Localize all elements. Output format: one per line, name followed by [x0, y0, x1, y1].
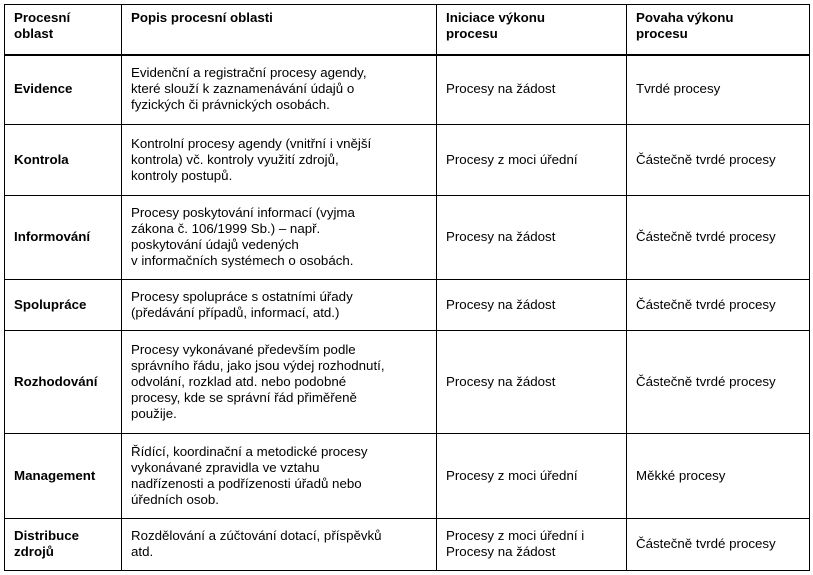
- description-cell: Procesy vykonávané především podle správního řádu, jako jsou výdej rozhodnutí, odvolání, rozklad atd. nebo podobné procesy, kde se správní řád přiměřeně použije.: [122, 331, 437, 434]
- header-process-area: Procesní oblast: [5, 5, 122, 55]
- nature-cell: Částečně tvrdé procesy: [627, 519, 810, 571]
- table-row: [5, 331, 810, 434]
- process-area-cell: Distribuce zdrojů: [5, 519, 122, 571]
- initiation-cell: Procesy z moci úřední: [437, 125, 627, 196]
- nature-cell: Měkké procesy: [627, 434, 810, 519]
- process-areas-table-wrapper: [4, 4, 810, 571]
- process-area-cell: Management: [5, 434, 122, 519]
- process-area-cell: Kontrola: [5, 125, 122, 196]
- nature-cell: Částečně tvrdé procesy: [627, 280, 810, 331]
- initiation-cell: Procesy na žádost: [437, 280, 627, 331]
- process-area-cell: Rozhodování: [5, 331, 122, 434]
- header-description: Popis procesní oblasti: [122, 5, 437, 55]
- nature-cell: Tvrdé procesy: [627, 55, 810, 125]
- header-nature: Povaha výkonu procesu: [627, 5, 810, 55]
- description-cell: Procesy spolupráce s ostatními úřady (předávání případů, informací, atd.): [122, 280, 437, 331]
- description-cell: Rozdělování a zúčtování dotací, příspěvků atd.: [122, 519, 437, 571]
- process-areas-table: [4, 4, 810, 571]
- table-row: [5, 519, 810, 571]
- description-cell: Řídící, koordinační a metodické procesy vykonávané zpravidla ve vztahu nadřízenosti a podřízenosti úřadů nebo úředních osob.: [122, 434, 437, 519]
- table-row: [5, 280, 810, 331]
- initiation-cell: Procesy na žádost: [437, 55, 627, 125]
- process-area-cell: Evidence: [5, 55, 122, 125]
- initiation-cell: Procesy z moci úřední: [437, 434, 627, 519]
- initiation-cell: Procesy na žádost: [437, 196, 627, 280]
- table-row: [5, 196, 810, 280]
- process-area-cell: Informování: [5, 196, 122, 280]
- table-row: [5, 125, 810, 196]
- process-area-cell: Spolupráce: [5, 280, 122, 331]
- description-cell: Evidenční a registrační procesy agendy, které slouží k zaznamenávání údajů o fyzických či právnických osobách.: [122, 55, 437, 125]
- description-cell: Kontrolní procesy agendy (vnitřní i vnější kontrola) vč. kontroly využití zdrojů, kontroly postupů.: [122, 125, 437, 196]
- header-initiation: Iniciace výkonu procesu: [437, 5, 627, 55]
- nature-cell: Částečně tvrdé procesy: [627, 125, 810, 196]
- table-row: [5, 434, 810, 519]
- table-header-row: [5, 5, 810, 55]
- nature-cell: Částečně tvrdé procesy: [627, 196, 810, 280]
- initiation-cell: Procesy na žádost: [437, 331, 627, 434]
- table-row: [5, 55, 810, 125]
- initiation-cell: Procesy z moci úřední i Procesy na žádost: [437, 519, 627, 571]
- description-cell: Procesy poskytování informací (vyjma zákona č. 106/1999 Sb.) – např. poskytování údajů vedených v informačních systémech o osobách.: [122, 196, 437, 280]
- nature-cell: Částečně tvrdé procesy: [627, 331, 810, 434]
